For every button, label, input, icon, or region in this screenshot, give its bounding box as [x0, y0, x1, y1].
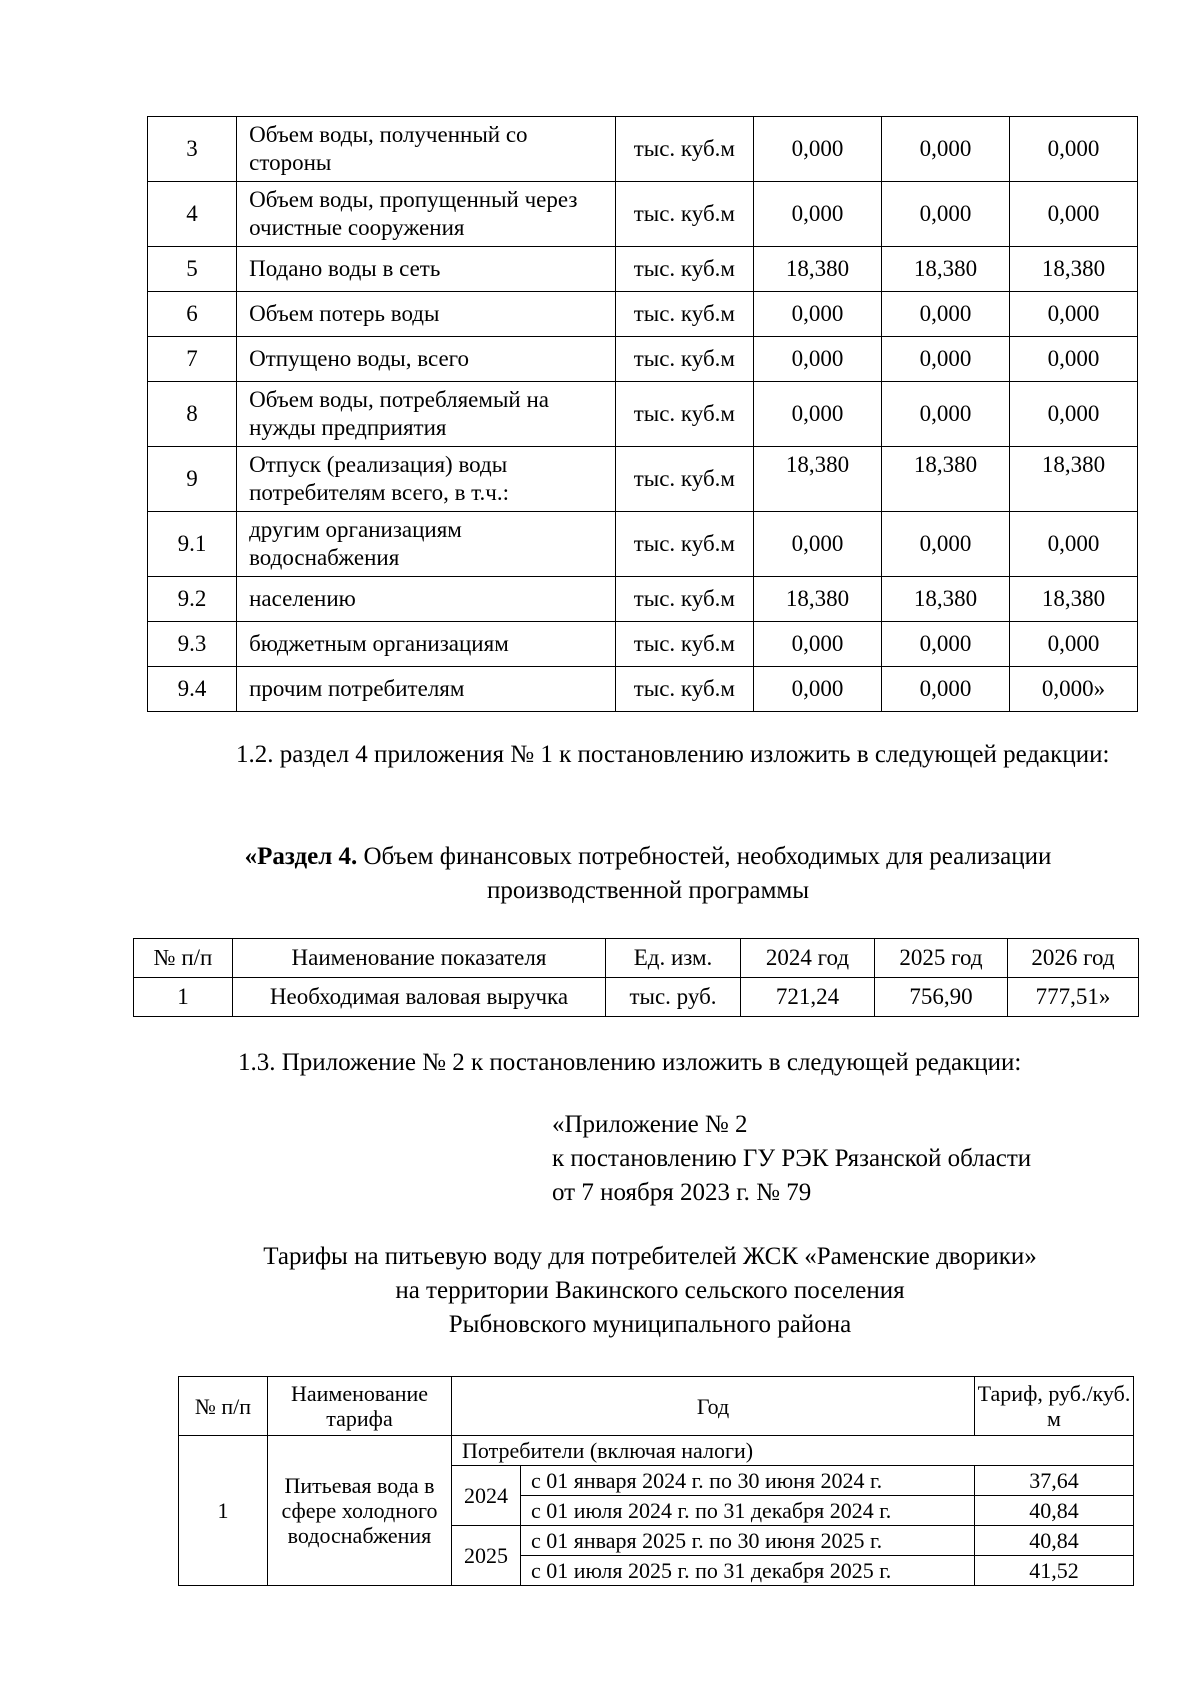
- value-cell: 0,000: [882, 382, 1010, 447]
- financial-needs-table: [133, 938, 1139, 1017]
- header-cell: Тариф, руб./куб. м: [975, 1377, 1134, 1436]
- section-4-text: Объем финансовых потребностей, необходимых для реализации производственной программы: [357, 843, 1052, 904]
- header-cell: Год: [452, 1377, 975, 1436]
- tariff-title-line: Рыбновского муниципального района: [448, 1311, 852, 1338]
- value-cell: 0,000: [882, 512, 1010, 577]
- header-cell: 2026 год: [1008, 939, 1139, 978]
- indicator-name: Объем воды, потребляемый на нужды предприятия: [237, 382, 616, 447]
- table-row: [148, 292, 1138, 337]
- row-number: 9.1: [148, 512, 237, 577]
- table-header-row: [134, 939, 1139, 978]
- period-cell: с 01 июля 2025 г. по 31 декабря 2025 г.: [521, 1556, 975, 1586]
- unit-cell: тыс. куб.м: [615, 667, 753, 712]
- cell: тыс. руб.: [606, 978, 741, 1017]
- value-cell: 0,000: [754, 337, 882, 382]
- header-cell: Ед. изм.: [606, 939, 741, 978]
- value-cell: 0,000: [754, 622, 882, 667]
- tariff-table: [178, 1376, 1134, 1586]
- unit-cell: тыс. куб.м: [615, 382, 753, 447]
- tariff-value: 41,52: [975, 1556, 1134, 1586]
- header-cell: Наименование показателя: [233, 939, 606, 978]
- appendix-line: от 7 ноября 2023 г. № 79: [552, 1179, 812, 1206]
- tariff-title-line: Тарифы на питьевую воду для потребителей ЖСК «Раменские дворики»: [263, 1243, 1037, 1270]
- value-cell: 0,000: [1009, 337, 1137, 382]
- value-cell: 18,380: [882, 447, 1010, 512]
- table-row: [148, 622, 1138, 667]
- unit-cell: тыс. куб.м: [615, 182, 753, 247]
- value-cell: 18,380: [754, 577, 882, 622]
- value-cell: 18,380: [1009, 447, 1137, 512]
- table-header-row: [179, 1377, 1134, 1436]
- table-row: [148, 512, 1138, 577]
- row-number: 9.2: [148, 577, 237, 622]
- table-row: [148, 337, 1138, 382]
- period-cell: с 01 января 2025 г. по 30 июня 2025 г.: [521, 1526, 975, 1556]
- row-number: 9: [148, 447, 237, 512]
- unit-cell: тыс. куб.м: [615, 512, 753, 577]
- year-cell: 2024: [452, 1466, 521, 1526]
- header-cell: № п/п: [134, 939, 233, 978]
- consumers-row: Потребители (включая налоги): [452, 1436, 1134, 1466]
- value-cell: 18,380: [882, 247, 1010, 292]
- value-cell: 0,000: [882, 622, 1010, 667]
- tariff-value: 40,84: [975, 1526, 1134, 1556]
- indicator-name: Объем воды, пропущенный через очистные сооружения: [237, 182, 616, 247]
- paragraph-1-3: 1.3. Приложение № 2 к постановлению изложить в следующей редакции:: [238, 1049, 1022, 1076]
- value-cell: 18,380: [1009, 577, 1137, 622]
- indicator-name: Отпуск (реализация) воды потребителям всего, в т.ч.:: [237, 447, 616, 512]
- cell: 756,90: [875, 978, 1008, 1017]
- table-row: [148, 382, 1138, 447]
- section-4-label: «Раздел 4.: [244, 843, 358, 870]
- header-cell: 2025 год: [875, 939, 1008, 978]
- table-row: [148, 247, 1138, 292]
- value-cell: 18,380: [882, 577, 1010, 622]
- cell: 777,51»: [1008, 978, 1139, 1017]
- cell: 1: [179, 1436, 268, 1586]
- value-cell: 18,380: [754, 447, 882, 512]
- tariff-title-line: на территории Вакинского сельского поселения: [395, 1277, 905, 1304]
- tariff-title: [150, 1240, 1150, 1342]
- value-cell: 0,000: [882, 337, 1010, 382]
- row-number: 5: [148, 247, 237, 292]
- value-cell: 0,000: [1009, 117, 1137, 182]
- table-row: [179, 1436, 1134, 1466]
- value-cell: 0,000: [1009, 292, 1137, 337]
- row-number: 3: [148, 117, 237, 182]
- value-cell: 0,000: [1009, 382, 1137, 447]
- header-cell: 2024 год: [741, 939, 875, 978]
- table-row: [148, 117, 1138, 182]
- cell: 1: [134, 978, 233, 1017]
- unit-cell: тыс. куб.м: [615, 337, 753, 382]
- indicator-name: Объем воды, полученный со стороны: [237, 117, 616, 182]
- cell: 721,24: [741, 978, 875, 1017]
- value-cell: 0,000: [754, 512, 882, 577]
- row-number: 8: [148, 382, 237, 447]
- indicator-name: прочим потребителям: [237, 667, 616, 712]
- value-cell: 0,000: [754, 382, 882, 447]
- paragraph-1-2: 1.2. раздел 4 приложения № 1 к постановлению изложить в следующей редакции:: [236, 741, 1110, 768]
- value-cell: 0,000: [754, 667, 882, 712]
- cell: Необходимая валовая выручка: [233, 978, 606, 1017]
- cell: Питьевая вода в сфере холодного водоснабжения: [268, 1436, 452, 1586]
- value-cell: 0,000: [882, 117, 1010, 182]
- value-cell: 0,000: [754, 292, 882, 337]
- appendix-line: «Приложение № 2: [552, 1111, 748, 1138]
- table-row: [148, 182, 1138, 247]
- unit-cell: тыс. куб.м: [615, 447, 753, 512]
- unit-cell: тыс. куб.м: [615, 577, 753, 622]
- value-cell: 0,000: [1009, 622, 1137, 667]
- table-row: [148, 667, 1138, 712]
- header-cell: Наименование тарифа: [268, 1377, 452, 1436]
- value-cell: 18,380: [1009, 247, 1137, 292]
- year-cell: 2025: [452, 1526, 521, 1586]
- table-row: [148, 577, 1138, 622]
- row-number: 7: [148, 337, 237, 382]
- indicator-name: населению: [237, 577, 616, 622]
- value-cell: 0,000: [1009, 182, 1137, 247]
- appendix-header: [552, 1108, 1152, 1210]
- value-cell: 0,000»: [1009, 667, 1137, 712]
- row-number: 9.3: [148, 622, 237, 667]
- water-volume-table: [147, 116, 1138, 712]
- indicator-name: бюджетным организациям: [237, 622, 616, 667]
- value-cell: 0,000: [882, 667, 1010, 712]
- value-cell: 0,000: [1009, 512, 1137, 577]
- value-cell: 0,000: [882, 182, 1010, 247]
- row-number: 4: [148, 182, 237, 247]
- indicator-name: Объем потерь воды: [237, 292, 616, 337]
- value-cell: 0,000: [754, 117, 882, 182]
- unit-cell: тыс. куб.м: [615, 247, 753, 292]
- tariff-value: 40,84: [975, 1496, 1134, 1526]
- table-row: [148, 447, 1138, 512]
- indicator-name: Отпущено воды, всего: [237, 337, 616, 382]
- row-number: 6: [148, 292, 237, 337]
- appendix-line: к постановлению ГУ РЭК Рязанской области: [552, 1145, 1032, 1172]
- indicator-name: Подано воды в сеть: [237, 247, 616, 292]
- table-row: [134, 978, 1139, 1017]
- tariff-value: 37,64: [975, 1466, 1134, 1496]
- period-cell: с 01 июля 2024 г. по 31 декабря 2024 г.: [521, 1496, 975, 1526]
- indicator-name: другим организациям водоснабжения: [237, 512, 616, 577]
- unit-cell: тыс. куб.м: [615, 622, 753, 667]
- section-4-heading: [168, 840, 1128, 908]
- unit-cell: тыс. куб.м: [615, 117, 753, 182]
- row-number: 9.4: [148, 667, 237, 712]
- unit-cell: тыс. куб.м: [615, 292, 753, 337]
- value-cell: 0,000: [882, 292, 1010, 337]
- value-cell: 18,380: [754, 247, 882, 292]
- value-cell: 0,000: [754, 182, 882, 247]
- period-cell: с 01 января 2024 г. по 30 июня 2024 г.: [521, 1466, 975, 1496]
- header-cell: № п/п: [179, 1377, 268, 1436]
